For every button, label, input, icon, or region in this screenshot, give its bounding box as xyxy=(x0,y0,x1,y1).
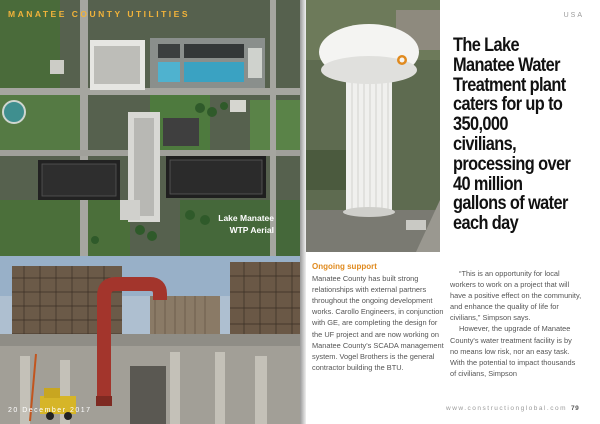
page-number: 79 xyxy=(571,405,580,412)
aerial-photo xyxy=(0,0,300,256)
right-page-footer xyxy=(446,405,579,412)
section-tag: USA xyxy=(563,12,584,19)
water-tower-illustration xyxy=(306,0,440,252)
website-url: www.constructionglobal.com xyxy=(446,405,568,412)
body-paragraph-quote: “This is an opportunity for local workers to work on a project that will have a positive effect on the community, and enhance the quality of life for civilians,” Simpson says. xyxy=(450,269,582,323)
section-heading: Ongoing support xyxy=(312,262,377,271)
aerial-caption-line2: WTP Aerial xyxy=(229,225,274,235)
water-tower-photo xyxy=(306,0,440,252)
body-paragraph: Manatee County has built strong relationships with external partners throughout the ongoing development works. Carollo Engineers, in conjunction with GE, are completing the design for the UF project and are now working on Manatee County's SCADA management system. Vogel Brothers is the general contractor building the BTU. xyxy=(312,274,444,372)
body-paragraph: However, the upgrade of Manatee County's water treatment facility is by no means low risk, nor an easy task. With the potential to impact thousands of civilians, Simpson xyxy=(450,324,576,378)
article-column-left xyxy=(312,261,444,373)
headline: The Lake Manatee Water Treatment plant caters for up to 350,000 civilians, processing over 40 million gallons of water each day xyxy=(453,35,571,235)
photo-credit-caption: MANATEE COUNTY UTILITIES xyxy=(8,9,190,19)
construction-photo-illustration xyxy=(0,256,300,424)
article-column-right xyxy=(450,268,582,379)
right-page xyxy=(306,0,600,424)
aerial-photo-caption xyxy=(218,212,274,236)
construction-photo xyxy=(0,256,300,424)
left-page-footer: 20 December 2017 xyxy=(8,407,92,414)
aerial-caption-line1: Lake Manatee xyxy=(218,213,274,223)
